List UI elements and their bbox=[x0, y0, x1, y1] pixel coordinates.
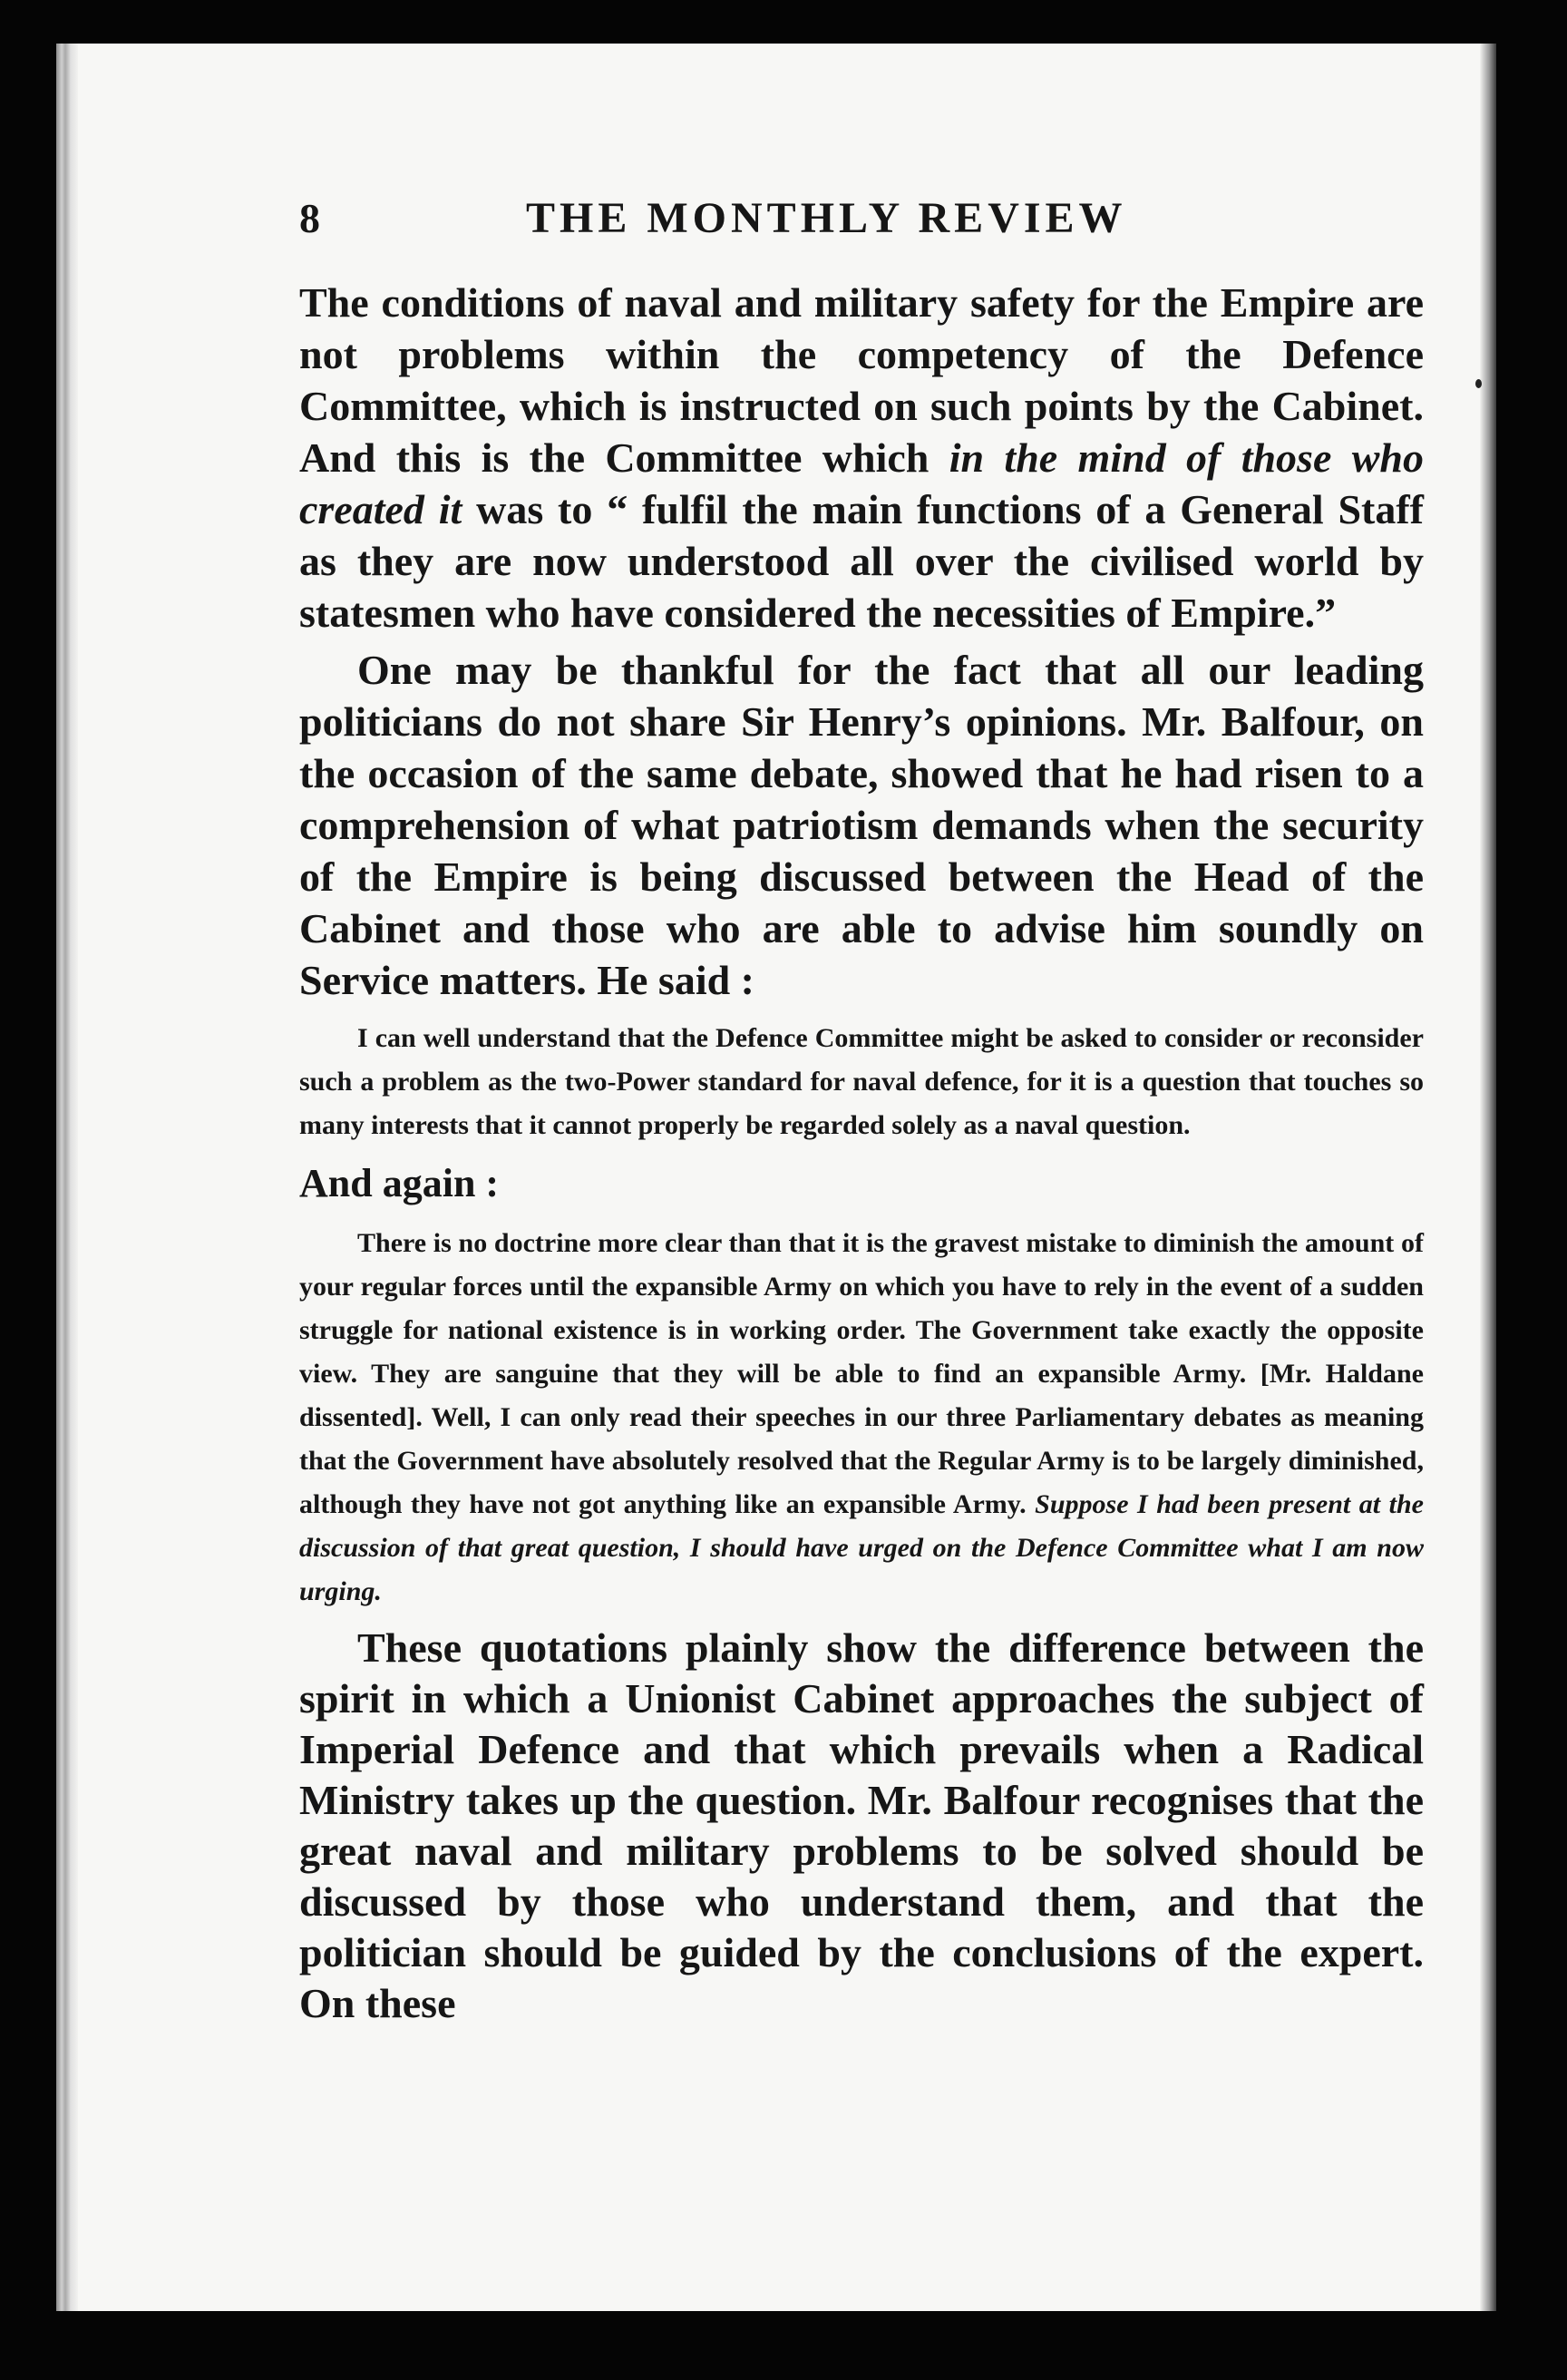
lead-in-line: And again : bbox=[299, 1161, 500, 1205]
page-number: 8 bbox=[299, 195, 320, 241]
journal-title: THE MONTHLY REVIEW bbox=[526, 194, 1127, 242]
body-paragraph-1 bbox=[299, 277, 1424, 639]
body-paragraph-2: One may be thankful for the fact that all our leading politicians do not share Sir Henry’s opinions. Mr. Balfour, on the occasion of the same debate, showed that he had risen to a comprehension of what patriotism demands when the security of the Empire is being discussed between the Head of the Cabinet and those who are able to advise him soundly on Service matters. He said : bbox=[299, 647, 1424, 1003]
text-block bbox=[299, 193, 1424, 2029]
italic-quote-text: Suppose I had been present at the discussion of that great question, I should have urged on the Defence Committee what I am now urging. bbox=[299, 1489, 1424, 1606]
block-quote-1: I can well understand that the Defence Committee might be asked to consider or reconsider such a problem as the two-Power standard for naval defence, for it is a question that touches so many interests that it cannot properly be regarded solely as a naval question. bbox=[299, 1023, 1424, 1140]
running-head bbox=[299, 193, 1424, 284]
body-paragraph-3: These quotations plainly show the difference between the spirit in which a Unionist Cabinet approaches the subject of Imperial Defence and that which prevails when a Radical Ministry takes up the question. Mr. Balfour recognises that the great naval and military problems to be solved should be discussed by those who understand them, and that the politician should be guided by the conclusions of the expert. On these bbox=[299, 1624, 1424, 2026]
paragraph-text: The conditions of naval and military safety for the Empire are not problems within the competency of the Defence Committee, which is instructed on such points by the Cabinet. And this is the Committee which bbox=[299, 279, 1424, 481]
quote-text: There is no doctrine more clear than that it is the gravest mistake to diminish the amount of your regular forces until the expansible Army on which you have to rely in the event of a sudden struggle for national existence is in working order. The Government take exactly the opposite view. They are sanguine that they will be able to find an expansible Army. [Mr. Haldane dissented]. Well, I can only read their speeches in our three Parliamentary debates as meaning that the Government have absolutely resolved that the Regular Army is to be largely diminished, although they have not got anything like an expansible Army. bbox=[299, 1228, 1424, 1519]
page-edge-shadow bbox=[1480, 44, 1496, 2311]
paragraph-text: was to “ fulfil the main functions of a General Staff as they are now understood all over the civilised world by statesmen who have considered the necessities of Empire.” bbox=[299, 486, 1424, 636]
ink-speck bbox=[1475, 379, 1482, 388]
italic-phrase: in the mind of those who created it bbox=[299, 434, 1424, 532]
book-page bbox=[56, 44, 1496, 2311]
block-quote-2 bbox=[299, 1222, 1424, 1614]
binding-edge bbox=[56, 44, 78, 2311]
